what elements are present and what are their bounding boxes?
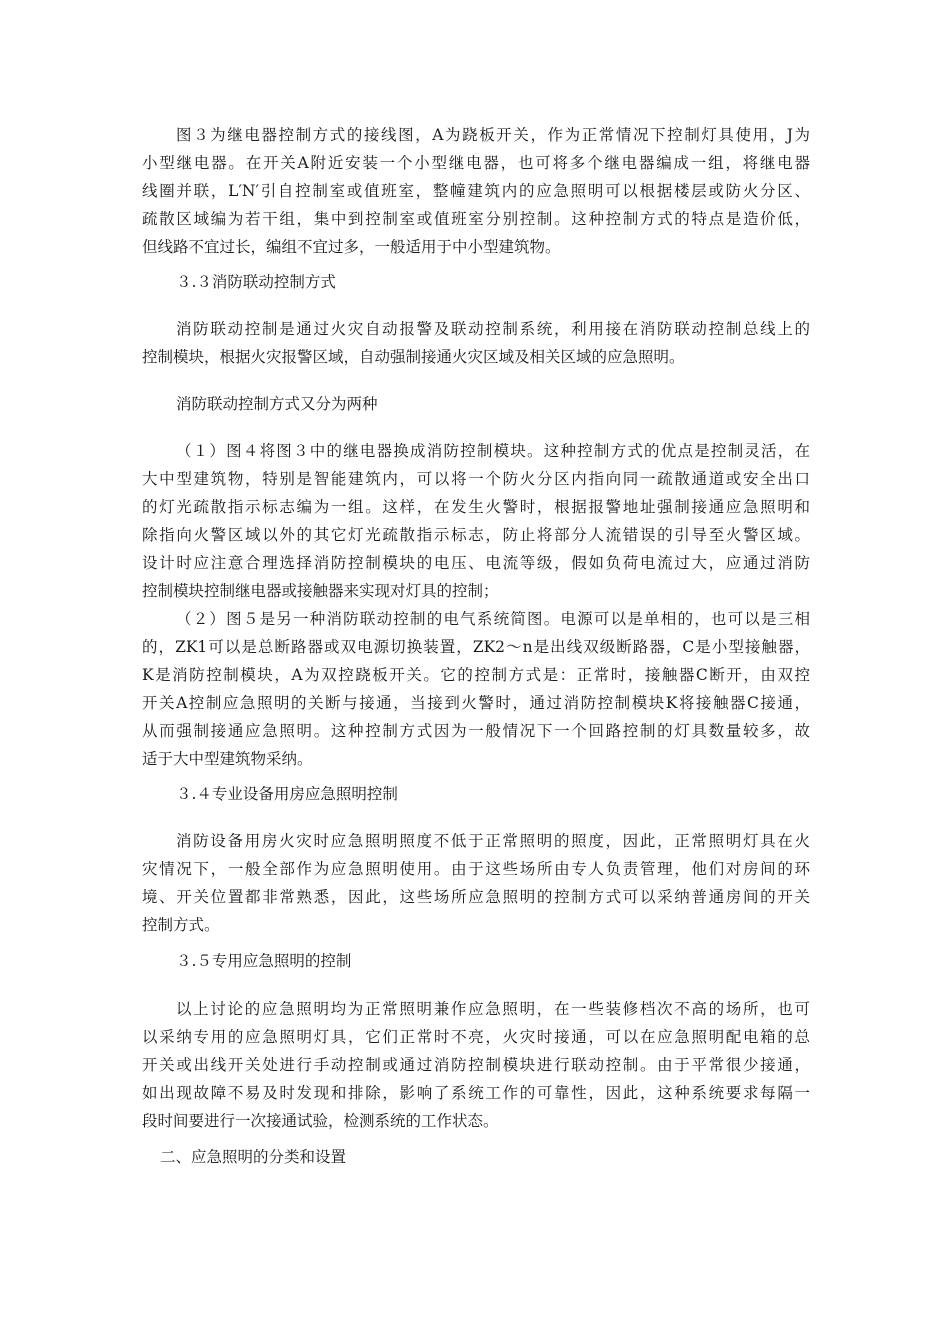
text-line: （２）图５是另一种消防联动控制的电气系统简图。电源可以是单相的，也可以是三相 [176,610,810,628]
paragraph-two-types: 消防联动控制方式又分为两种 [176,395,378,413]
section-heading-2: 二、应急照明的分类和设置 [160,1148,347,1166]
section-heading-3-5: ３.５专用应急照明的控制 [176,952,352,970]
text-line: 如出现故障不易及时发现和排除，影响了系统工作的可靠性，因此，这种系统要求每隔一 [142,1084,810,1102]
text-line: 除指向火警区域以外的其它灯光疏散指示标志，防止将部分人流错误的引导至火警区域。 [142,526,810,544]
text-line: 图３为继电器控制方式的接线图，A为跷板开关，作为正常情况下控制灯具使用，J为 [176,126,810,144]
text-line: 灾情况下，一般全部作为应急照明使用。由于这些场所由专人负责管理，他们对房间的环 [142,860,810,878]
text-line: 适于大中型建筑物采纳。 [142,750,313,768]
text-line: 段时间要进行一次接通试验，检测系统的工作状态。 [142,1112,499,1130]
text-line: 大中型建筑物，特别是智能建筑内，可以将一个防火分区内指向同一疏散通道或安全出口 [142,470,810,488]
text-line: （１）图４将图３中的继电器换成消防控制模块。这种控制方式的优点是控制灵活，在 [176,442,810,460]
text-line: K是消防控制模块，A为双控跷板开关。它的控制方式是：正常时，接触器C断开，由双控 [142,666,810,684]
text-line: 小型继电器。在开关A附近安装一个小型继电器，也可将多个继电器编成一组，将继电器 [142,154,810,172]
text-line: 消防设备用房火灾时应急照明照度不低于正常照明的照度，因此，正常照明灯具在火 [176,832,810,850]
text-line: 线圈并联，L′N′引自控制室或值班室，整幢建筑内的应急照明可以根据楼层或防火分区、 [142,182,810,200]
section-heading-3-4: ３.４专业设备用房应急照明控制 [176,785,398,803]
paragraph-method-1 [142,437,810,605]
text-line: 消防联动控制是通过火灾自动报警及联动控制系统，利用接在消防联动控制总线上的 [176,320,810,338]
text-line: 设计时应注意合理选择消防控制模块的电压、电流等级，假如负荷电流过大，应通过消防 [142,554,810,572]
paragraph-equipment-rooms [142,827,810,939]
text-line: 但线路不宜过长，编组不宜过多，一般适用于中小型建筑物。 [142,238,561,256]
section-heading-3-3: ３.３消防联动控制方式 [176,273,336,291]
paragraph-relay-control [142,121,810,261]
text-line: 开关或出线开关处进行手动控制或通过消防控制模块进行联动控制。由于平常很少接通， [142,1056,810,1074]
text-line: 的，ZK1可以是总断路器或双电源切换装置，ZK2～n是出线双级断路器，C是小型接触器， [142,638,810,656]
paragraph-method-2 [142,605,810,773]
text-line: 的灯光疏散指示标志编为一组。这样，在发生火警时，根据报警地址强制接通应急照明和 [142,498,810,516]
text-line: 控制模块控制继电器或接触器来实现对灯具的控制； [142,582,499,600]
text-line: 疏散区域编为若干组，集中到控制室或值班室分别控制。这种控制方式的特点是造价低， [142,210,810,228]
text-line: 控制模块，根据火灾报警区域，自动强制接通火灾区域及相关区域的应急照明。 [142,348,685,366]
text-line: 境、开关位置都非常熟悉，因此，这些场所应急照明的控制方式可以采纳普通房间的开关 [142,888,810,906]
paragraph-dedicated-emergency [142,995,810,1135]
text-line: 以采纳专用的应急照明灯具，它们正常时不亮，火灾时接通，可以在应急照明配电箱的总 [142,1028,810,1046]
text-line: 控制方式。 [142,916,220,934]
text-line: 开关A控制应急照明的关断与接通，当接到火警时，通过消防控制模块K将接触器C接通， [142,694,810,712]
text-line: 以上讨论的应急照明均为正常照明兼作应急照明，在一些装修档次不高的场所，也可 [176,1000,810,1018]
text-line: 从而强制接通应急照明。这种控制方式因为一般情况下一个回路控制的灯具数量较多，故 [142,722,810,740]
paragraph-fire-linkage [142,315,810,371]
